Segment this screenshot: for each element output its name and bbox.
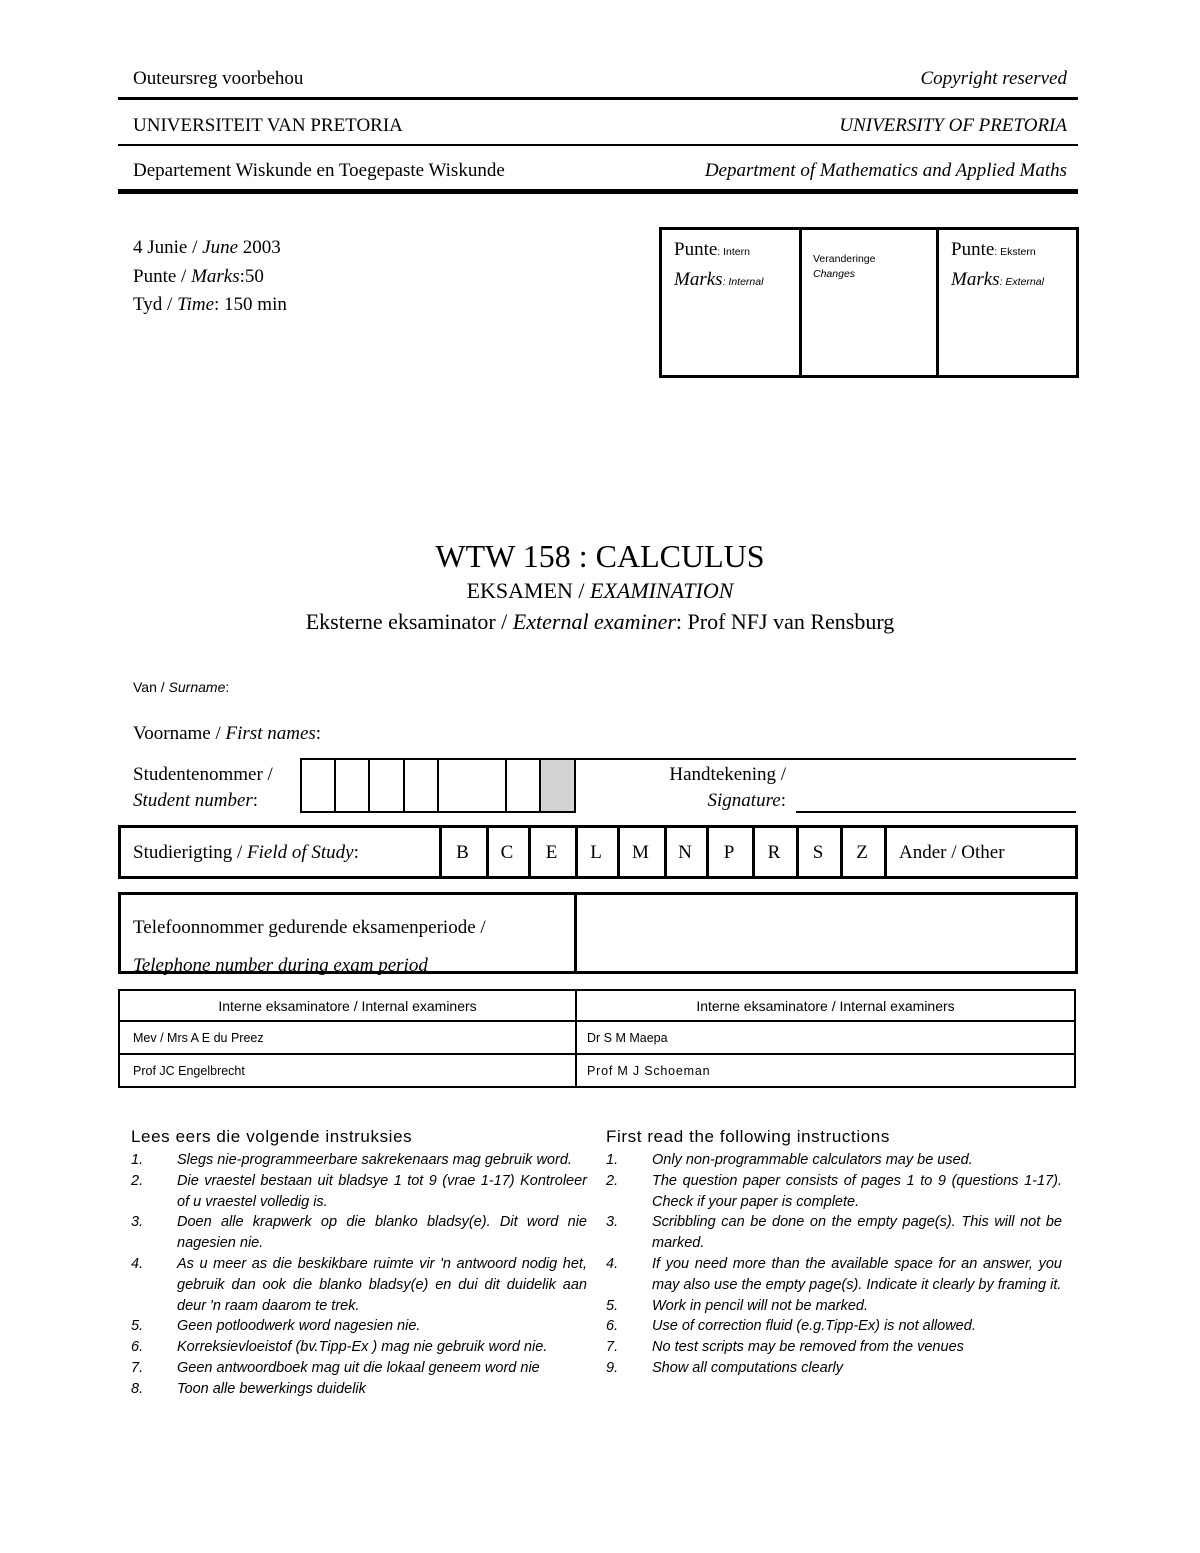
- instruction-item: 1. Slegs nie-programmeerbare sakrekenaars mag gebruik word.: [131, 1152, 572, 1168]
- marks-box: [659, 227, 1079, 378]
- marks-changes: Veranderinge Changes: [813, 253, 876, 280]
- instruction-item: 5. Work in pencil will not be marked.: [606, 1297, 868, 1314]
- instruction-item: 2. Die vraestel bestaan uit bladsye 1 tot 9 (vrae 1-17) Kontroleer of u vraestel volledig is.: [131, 1172, 587, 1210]
- instruction-item: 4. If you need more than the available space for an answer, you may also use the empty page(s). Indicate it clearly by framing it.: [606, 1255, 1062, 1293]
- telephone-input[interactable]: [577, 895, 1075, 971]
- field-option-e[interactable]: E: [545, 842, 558, 863]
- university-en: UNIVERSITY OF PRETORIA: [839, 115, 1067, 136]
- examiner-cell: Mev / Mrs A E du Preez: [133, 1031, 264, 1045]
- surname-label: Van / Surname:: [133, 679, 230, 695]
- examiners-header-left: Interne eksaminatore / Internal examiners: [218, 998, 477, 1014]
- instruction-item: 5. Geen potloodwerk word nagesien nie.: [131, 1318, 421, 1335]
- instruction-item: 9. Show all computations clearly: [606, 1359, 844, 1376]
- header-divider-2: [118, 144, 1078, 146]
- marks-divider-1: [799, 230, 802, 375]
- field-option-z[interactable]: Z: [856, 842, 868, 863]
- instruction-item: 6. Use of correction fluid (e.g.Tipp-Ex) is not allowed.: [606, 1318, 976, 1335]
- exam-marks: Punte / Marks:50: [133, 265, 264, 287]
- instruction-item: 3. Scribbling can be done on the empty page(s). This will not be marked.: [606, 1214, 1062, 1252]
- firstnames-line: [575, 758, 1076, 760]
- marks-external: Punte: Ekstern Marks: External: [951, 239, 1044, 290]
- telephone-row: [118, 892, 1078, 974]
- instructions-en-list: [606, 1150, 1062, 1379]
- exam-time: Tyd / Time: 150 min: [133, 294, 287, 315]
- external-examiner: Eksterne eksaminator / External examiner: Prof NFJ van Rensburg: [305, 609, 895, 634]
- university-af: UNIVERSITEIT VAN PRETORIA: [133, 115, 403, 136]
- field-option-b[interactable]: B: [456, 842, 469, 863]
- marks-divider-2: [936, 230, 939, 375]
- telephone-label: Telefoonnommer gedurende eksamenperiode / Telephone number during exam period: [133, 917, 486, 976]
- field-option-c[interactable]: C: [500, 842, 514, 863]
- header-divider-1: [118, 97, 1078, 100]
- examiner-cell: Prof JC Engelbrecht: [133, 1064, 245, 1078]
- exam-info: [133, 234, 287, 320]
- field-option-r[interactable]: R: [767, 842, 781, 863]
- instruction-item: 3. Doen alle krapwerk op die blanko bladsy(e). Dit word nie nagesien nie.: [131, 1214, 587, 1252]
- marks-internal: Punte: Intern Marks: Internal: [674, 239, 764, 290]
- signature-line[interactable]: [796, 811, 1076, 813]
- course-title: WTW 158 : CALCULUS: [435, 538, 765, 574]
- signature-label: Handtekening / Signature:: [669, 764, 786, 811]
- student-number-check-digit: [539, 760, 576, 811]
- field-option-l[interactable]: L: [590, 842, 602, 863]
- instruction-item: 8. Toon alle bewerkings duidelik: [131, 1380, 366, 1397]
- header-divider-3: [118, 189, 1078, 194]
- exam-date: 4 Junie / June 2003: [133, 237, 281, 258]
- student-number-label: Studentenommer / Student number:: [133, 764, 273, 811]
- field-option-m[interactable]: M: [632, 842, 649, 863]
- student-number-boxes[interactable]: [300, 758, 576, 813]
- firstnames-label: Voorname / First names:: [133, 723, 322, 744]
- exam-type: EKSAMEN / EXAMINATION: [466, 578, 734, 603]
- department-en: Department of Mathematics and Applied Maths: [704, 160, 1067, 181]
- copyright-af: Outeursreg voorbehou: [133, 68, 304, 89]
- field-option-s[interactable]: S: [812, 842, 824, 863]
- field-option-p[interactable]: P: [723, 842, 735, 863]
- instructions-af-list: [131, 1150, 587, 1400]
- field-of-study-row: [118, 825, 1078, 879]
- instructions-en-heading: First read the following instructions: [606, 1127, 890, 1146]
- instruction-item: 7. Geen antwoordboek mag uit die lokaal geneem word nie: [131, 1359, 540, 1376]
- instruction-item: 7. No test scripts may be removed from the venues: [606, 1339, 964, 1356]
- instruction-item: 4. As u meer as die beskikbare ruimte vir 'n antwoord nodig het, gebruik dan ook die blanko bladsy(e) en dui dit duidelik aan deur 'n raam daarom te trek.: [131, 1255, 587, 1314]
- instruction-item: 1. Only non-programmable calculators may be used.: [606, 1152, 973, 1168]
- examiner-cell: Prof M J Schoeman: [587, 1064, 711, 1078]
- instruction-item: 6. Korreksievloeistof (bv.Tipp-Ex ) mag nie gebruik word nie.: [131, 1339, 548, 1356]
- field-option-other[interactable]: Ander / Other: [899, 842, 1005, 863]
- copyright-en: Copyright reserved: [920, 68, 1067, 89]
- field-of-study-label: Studierigting / Field of Study:: [133, 842, 359, 863]
- instruction-item: 2. The question paper consists of pages 1 to 9 (questions 1-17). Check if your paper is complete.: [606, 1172, 1062, 1210]
- instructions-af-heading: Lees eers die volgende instruksies: [131, 1127, 413, 1146]
- examiners-header-right: Interne eksaminatore / Internal examiners: [696, 998, 955, 1014]
- department-af: Departement Wiskunde en Toegepaste Wiskunde: [133, 160, 505, 181]
- examiner-cell: Dr S M Maepa: [587, 1031, 668, 1045]
- field-option-n[interactable]: N: [678, 842, 692, 863]
- examiners-table: [118, 989, 1076, 1088]
